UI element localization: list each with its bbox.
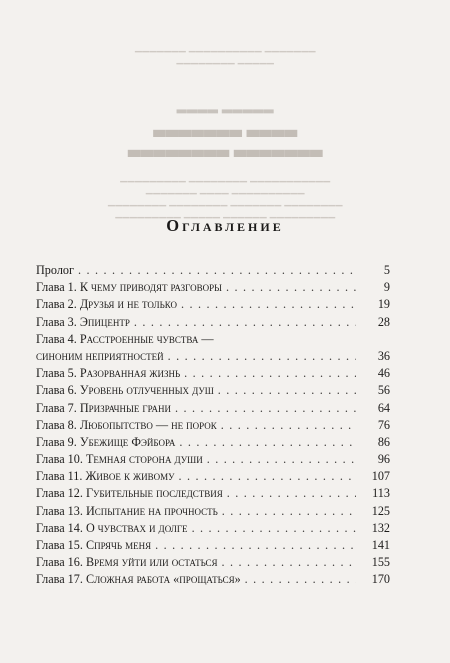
toc-page-number: 96 — [377, 452, 390, 467]
show-through-line: ▁▁▁▁▁▁▁▁▁▁▁ ▁▁▁▁▁▁▁▁ ▁▁▁▁▁▁▁▁▁ — [119, 172, 331, 182]
toc-entry-label: Пролог — [36, 263, 75, 277]
toc-entry-label: Глава 2. Друзья и не только — [36, 297, 178, 312]
dot-leader — [78, 262, 356, 279]
toc-entry-chapter-10[interactable] — [36, 451, 390, 468]
toc-entry-label: Глава 6. Уровень отлученных душ — [36, 383, 214, 398]
toc-page-number: 155 — [371, 555, 390, 570]
toc-entry-chapter-13[interactable] — [36, 503, 390, 520]
toc-heading: Оглавление — [166, 216, 284, 235]
toc-entry-chapter-4[interactable] — [36, 331, 390, 348]
dot-leader — [155, 537, 356, 554]
toc-entry-label: Глава 7. Призрачные грани — [36, 400, 171, 415]
toc-entry-chapter-5[interactable] — [36, 365, 390, 382]
toc-page-number: 56 — [377, 383, 390, 398]
show-through-line: ▁▁▁▁▁▁▁▁ ▁▁▁▁▁▁▁ ▁▁▁▁▁▁▁▁ ▁▁▁▁▁▁▁▁ — [107, 196, 343, 206]
show-through-line: ▃▃▃▃▃▃▃ ▃▃▃▃▃▃▃▃ — [127, 140, 323, 157]
toc-entry-prologue[interactable] — [36, 262, 390, 279]
toc-entry-chapter-1[interactable] — [36, 279, 390, 296]
toc-page-number: 64 — [377, 400, 390, 415]
toc-page-number: 46 — [377, 366, 390, 381]
toc-entry-chapter-3[interactable] — [36, 314, 390, 331]
toc-page-number: 125 — [371, 503, 390, 518]
toc-page-number: 36 — [377, 348, 390, 363]
dot-leader — [134, 314, 356, 331]
show-through-line: ▁▁▁▁▁▁▁▁▁▁ ▁▁▁▁ ▁▁▁▁▁▁▁ — [145, 184, 305, 194]
dot-leader — [175, 400, 356, 417]
toc-entry-chapter-8[interactable] — [36, 417, 390, 434]
dot-leader — [184, 365, 356, 382]
dot-leader — [168, 348, 356, 365]
toc-page-number: 76 — [377, 417, 390, 432]
show-through-line: ▁▁▁▁▁ ▁▁▁▁▁▁▁▁ — [176, 54, 274, 64]
toc-entry-label: Глава 3. Эпицентр — [36, 314, 130, 329]
toc-entry-chapter-7[interactable] — [36, 400, 390, 417]
dot-leader — [245, 571, 356, 588]
dot-leader — [218, 382, 356, 399]
toc-entry-chapter-14[interactable] — [36, 520, 390, 537]
toc-entry-label: Глава 4. Расстроенные чувства — — [36, 331, 214, 346]
toc-entry-label: синоним неприятностей — [36, 348, 164, 363]
toc-entry-label: Глава 12. Губительные последствия — [36, 486, 223, 501]
table-of-contents — [36, 262, 390, 589]
toc-page-number: 86 — [377, 434, 390, 449]
toc-page-number: 141 — [371, 538, 390, 552]
toc-page-number: 107 — [371, 469, 390, 484]
dot-leader — [207, 451, 356, 468]
toc-entry-chapter-17[interactable] — [36, 571, 390, 588]
toc-entry-label: Глава 9. Убежище Фэйбора — [36, 434, 176, 449]
dot-leader — [192, 520, 356, 537]
toc-entry-label: Глава 11. Живое к живому — [36, 469, 175, 484]
toc-entry-chapter-16[interactable] — [36, 554, 390, 571]
toc-entry-chapter-15[interactable] — [36, 537, 390, 554]
toc-page-number: 113 — [372, 486, 390, 501]
toc-entry-chapter-9[interactable] — [36, 434, 390, 451]
toc-entry-label: Глава 5. Разорванная жизнь — [36, 366, 181, 381]
show-through-line: ▁▁▁▁▁▁▁▁▁ ▁▁▁▁▁▁ ▁▁▁▁▁ ▁▁▁▁▁▁▁▁▁ — [114, 208, 336, 218]
toc-page-number: 132 — [371, 520, 390, 535]
dot-leader — [222, 554, 356, 571]
toc-entry-chapter-12[interactable] — [36, 485, 390, 502]
dot-leader — [179, 434, 356, 451]
dot-leader — [221, 417, 356, 434]
toc-entry-label: Глава 14. О чувствах и долге — [36, 520, 188, 535]
toc-page-number: 28 — [377, 314, 390, 329]
toc-entry-label: Глава 15. Спрячь меня — [36, 538, 152, 552]
dot-leader — [226, 279, 356, 296]
toc-entry-label: Глава 8. Любопытство — не порок — [36, 417, 217, 432]
toc-entry-label: Глава 17. Сложная работа «прощаться» — [36, 572, 241, 587]
show-through-line: ▃▃▃▃ ▃▃▃▃▃▃▃ — [152, 120, 298, 137]
show-through-line: ▂▂▂▂▂ ▂▂▂▂ — [176, 98, 274, 113]
dot-leader — [178, 468, 356, 485]
dot-leader — [227, 485, 356, 502]
toc-page-number: 19 — [377, 297, 390, 312]
toc-entry-chapter-11[interactable] — [36, 468, 390, 485]
toc-entry-label: Глава 10. Темная сторона души — [36, 452, 203, 467]
page-show-through — [0, 0, 450, 250]
toc-page-number: 9 — [383, 280, 390, 295]
toc-entry-chapter-6[interactable] — [36, 382, 390, 399]
dot-leader — [181, 296, 356, 313]
show-through-line: ▁▁▁▁▁▁▁ ▁▁▁▁▁▁▁▁▁▁ ▁▁▁▁▁▁▁ — [134, 42, 316, 52]
toc-entry-label: Глава 16. Время уйти или остаться — [36, 555, 218, 570]
toc-entry-label: Глава 13. Испытание на прочность — [36, 503, 218, 518]
dot-leader — [222, 503, 356, 520]
toc-entry-chapter-4-continued[interactable] — [36, 348, 390, 365]
toc-page-number: 170 — [371, 572, 390, 587]
toc-entry-chapter-2[interactable] — [36, 296, 390, 313]
toc-page-number: 5 — [383, 263, 390, 277]
toc-entry-label: Глава 1. К чему приводят разговоры — [36, 280, 223, 295]
